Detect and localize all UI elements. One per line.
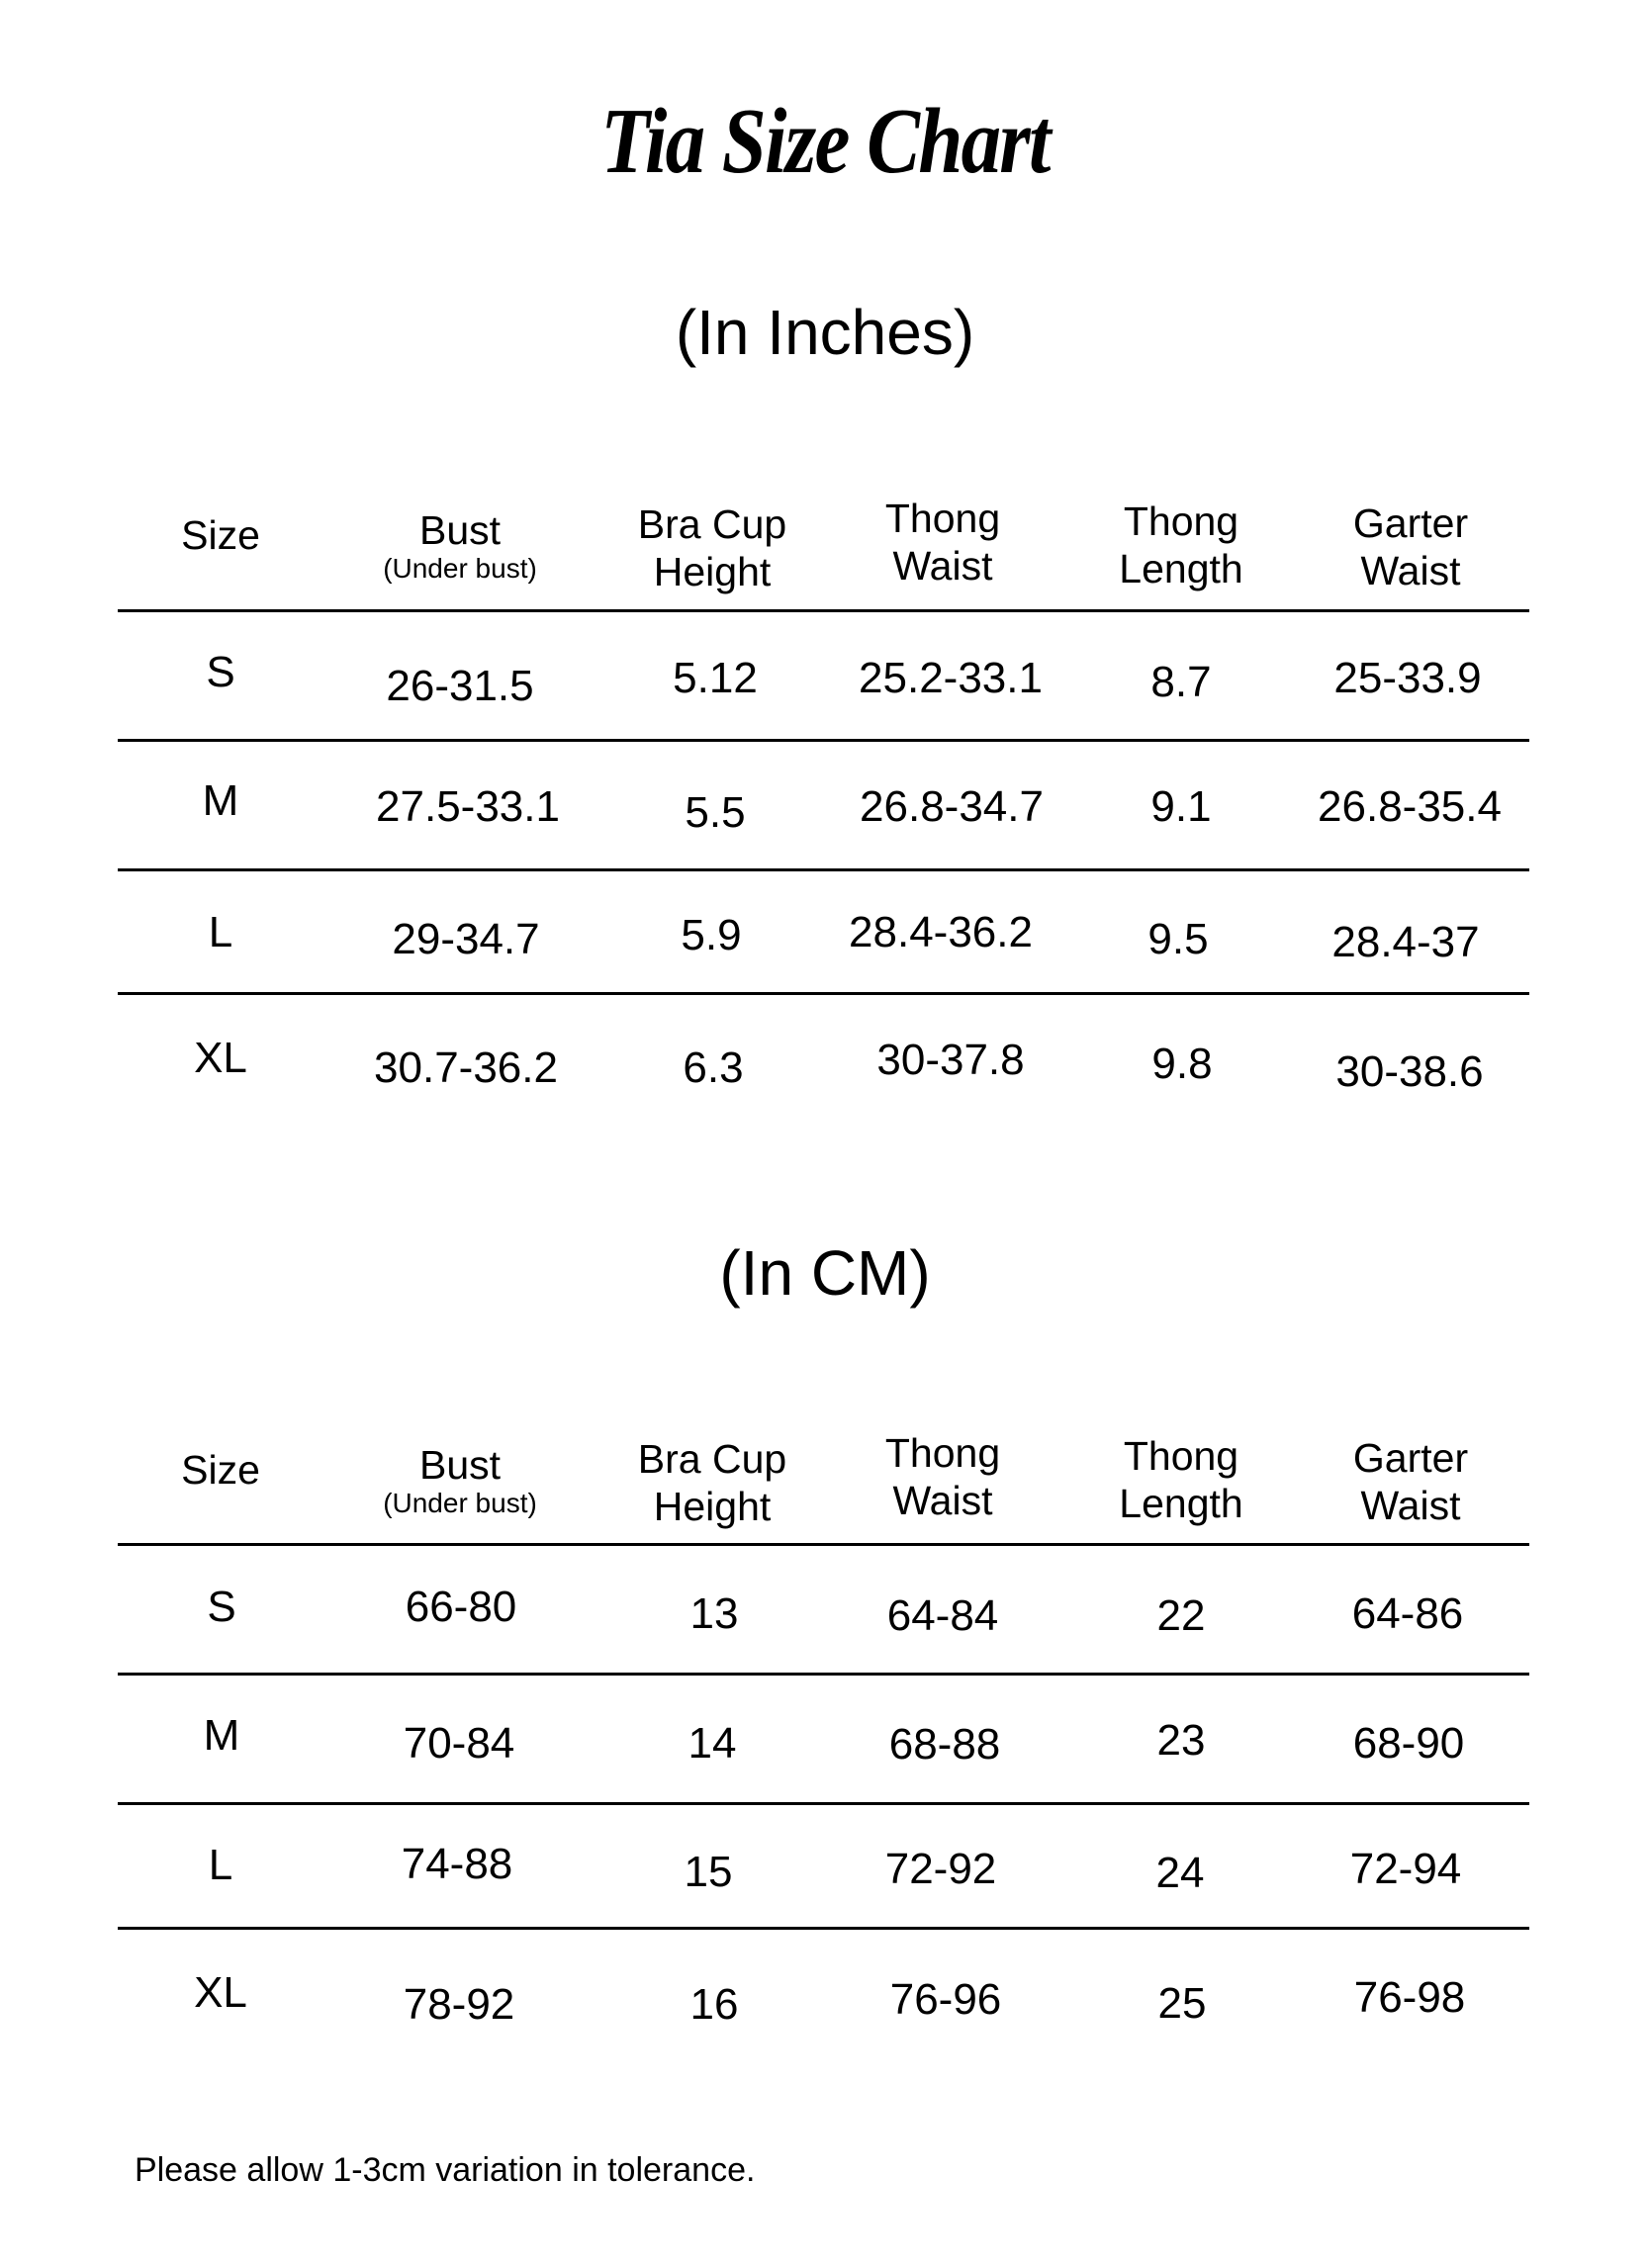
- cell-garter-waist: 28.4-37: [1331, 918, 1480, 966]
- header-garter-waist-line2: Waist: [1360, 548, 1461, 593]
- cell-thong-waist: 26.8-34.7: [860, 782, 1044, 831]
- cell-bust: 66-80: [405, 1583, 517, 1631]
- cell-bust: 70-84: [403, 1719, 515, 1768]
- cell-size: M: [203, 1711, 240, 1760]
- cell-bra-cup-height: 5.5: [685, 788, 746, 837]
- cell-size: XL: [194, 1968, 247, 2017]
- cell-bra-cup-height: 6.3: [683, 1043, 744, 1092]
- header-bust: [383, 1441, 537, 1518]
- header-garter-waist-line1: Garter: [1352, 500, 1469, 546]
- row-divider: [118, 1673, 1529, 1676]
- header-bust-sublabel: (Under bust): [383, 553, 537, 584]
- header-garter-waist: [1353, 499, 1468, 594]
- cell-bust: 78-92: [403, 1980, 515, 2029]
- cell-thong-length: 8.7: [1150, 658, 1212, 706]
- cell-thong-waist: 64-84: [886, 1591, 999, 1640]
- cell-thong-waist: 76-96: [889, 1975, 1002, 2024]
- header-size-label: Size: [181, 1447, 260, 1493]
- cell-thong-waist: 28.4-36.2: [849, 908, 1033, 956]
- cell-size: M: [202, 776, 239, 825]
- header-thong-waist: [885, 1429, 1000, 1524]
- cell-bra-cup-height: 14: [688, 1719, 737, 1768]
- header-thong-waist: [885, 495, 1000, 590]
- header-thong-length: [1119, 1432, 1242, 1527]
- header-garter-waist-line1: Garter: [1352, 1435, 1469, 1481]
- row-divider: [118, 992, 1529, 995]
- cell-thong-waist: 68-88: [888, 1720, 1001, 1769]
- cell-thong-length: 9.8: [1151, 1040, 1213, 1088]
- header-size: [181, 511, 260, 559]
- section-heading-inches: (In Inches): [675, 297, 975, 368]
- cell-bust: 26-31.5: [386, 662, 534, 710]
- cell-thong-length: 25: [1157, 1979, 1207, 2028]
- cell-thong-length: 9.1: [1150, 782, 1212, 831]
- header-bra-cup-line1: Bra Cup: [637, 501, 787, 547]
- header-divider: [118, 1543, 1529, 1546]
- header-thong-length-line1: Thong: [1123, 499, 1239, 544]
- cell-bra-cup-height: 5.12: [673, 654, 758, 702]
- header-bust: [383, 506, 537, 584]
- header-thong-length-line2: Length: [1119, 1481, 1243, 1526]
- cell-bust: 27.5-33.1: [376, 782, 560, 831]
- cell-thong-waist: 25.2-33.1: [859, 654, 1043, 702]
- cell-garter-waist: 64-86: [1351, 1589, 1464, 1638]
- cell-bust: 29-34.7: [392, 915, 540, 963]
- section-heading-cm: (In CM): [719, 1237, 931, 1309]
- header-thong-length-line1: Thong: [1123, 1433, 1239, 1479]
- header-bra-cup-height: [638, 500, 786, 595]
- tolerance-note: Please allow 1-3cm variation in tolerance.: [135, 2151, 756, 2189]
- cell-bra-cup-height: 15: [684, 1848, 733, 1896]
- header-garter-waist: [1353, 1434, 1468, 1529]
- cell-bra-cup-height: 16: [689, 1980, 739, 2029]
- cell-garter-waist: 26.8-35.4: [1318, 782, 1502, 831]
- header-bra-cup-line1: Bra Cup: [637, 1436, 787, 1482]
- header-bust-sublabel: (Under bust): [383, 1488, 537, 1518]
- header-size-label: Size: [181, 512, 260, 558]
- cell-size: S: [207, 1583, 236, 1631]
- cell-size: L: [208, 1841, 233, 1889]
- cell-bra-cup-height: 5.9: [681, 911, 742, 959]
- cell-bust: 74-88: [401, 1840, 513, 1888]
- header-thong-waist-line1: Thong: [884, 496, 1001, 541]
- cell-thong-waist: 30-37.8: [876, 1036, 1025, 1084]
- header-garter-waist-line2: Waist: [1360, 1483, 1461, 1528]
- cell-thong-length: 22: [1156, 1591, 1206, 1640]
- header-bust-label: Bust: [418, 507, 502, 553]
- cell-thong-length: 24: [1155, 1849, 1205, 1897]
- header-thong-length: [1119, 498, 1242, 592]
- header-thong-length-line2: Length: [1119, 546, 1243, 591]
- row-divider: [118, 868, 1529, 871]
- cell-garter-waist: 68-90: [1352, 1719, 1465, 1768]
- cell-bust: 30.7-36.2: [374, 1043, 558, 1092]
- cell-thong-length: 9.5: [1147, 915, 1209, 963]
- row-divider: [118, 739, 1529, 742]
- header-thong-waist-line2: Waist: [892, 543, 993, 589]
- cell-thong-waist: 72-92: [884, 1845, 997, 1893]
- header-thong-waist-line1: Thong: [884, 1430, 1001, 1476]
- cell-size: XL: [194, 1034, 247, 1082]
- cell-bra-cup-height: 13: [689, 1589, 739, 1638]
- header-bust-label: Bust: [418, 1442, 502, 1488]
- header-size: [181, 1446, 260, 1494]
- header-bra-cup-line2: Height: [653, 549, 772, 594]
- cell-size: L: [208, 908, 233, 956]
- cell-garter-waist: 76-98: [1353, 1973, 1466, 2022]
- page-title: Tia Size Chart: [600, 90, 1050, 193]
- row-divider: [118, 1802, 1529, 1805]
- row-divider: [118, 1927, 1529, 1930]
- cell-thong-length: 23: [1156, 1716, 1206, 1765]
- header-bra-cup-line2: Height: [653, 1484, 772, 1529]
- header-thong-waist-line2: Waist: [892, 1478, 993, 1523]
- cell-garter-waist: 25-33.9: [1333, 654, 1482, 702]
- header-bra-cup-height: [638, 1435, 786, 1530]
- header-divider: [118, 609, 1529, 612]
- cell-size: S: [206, 648, 235, 696]
- cell-garter-waist: 72-94: [1349, 1845, 1462, 1893]
- cell-garter-waist: 30-38.6: [1335, 1047, 1484, 1096]
